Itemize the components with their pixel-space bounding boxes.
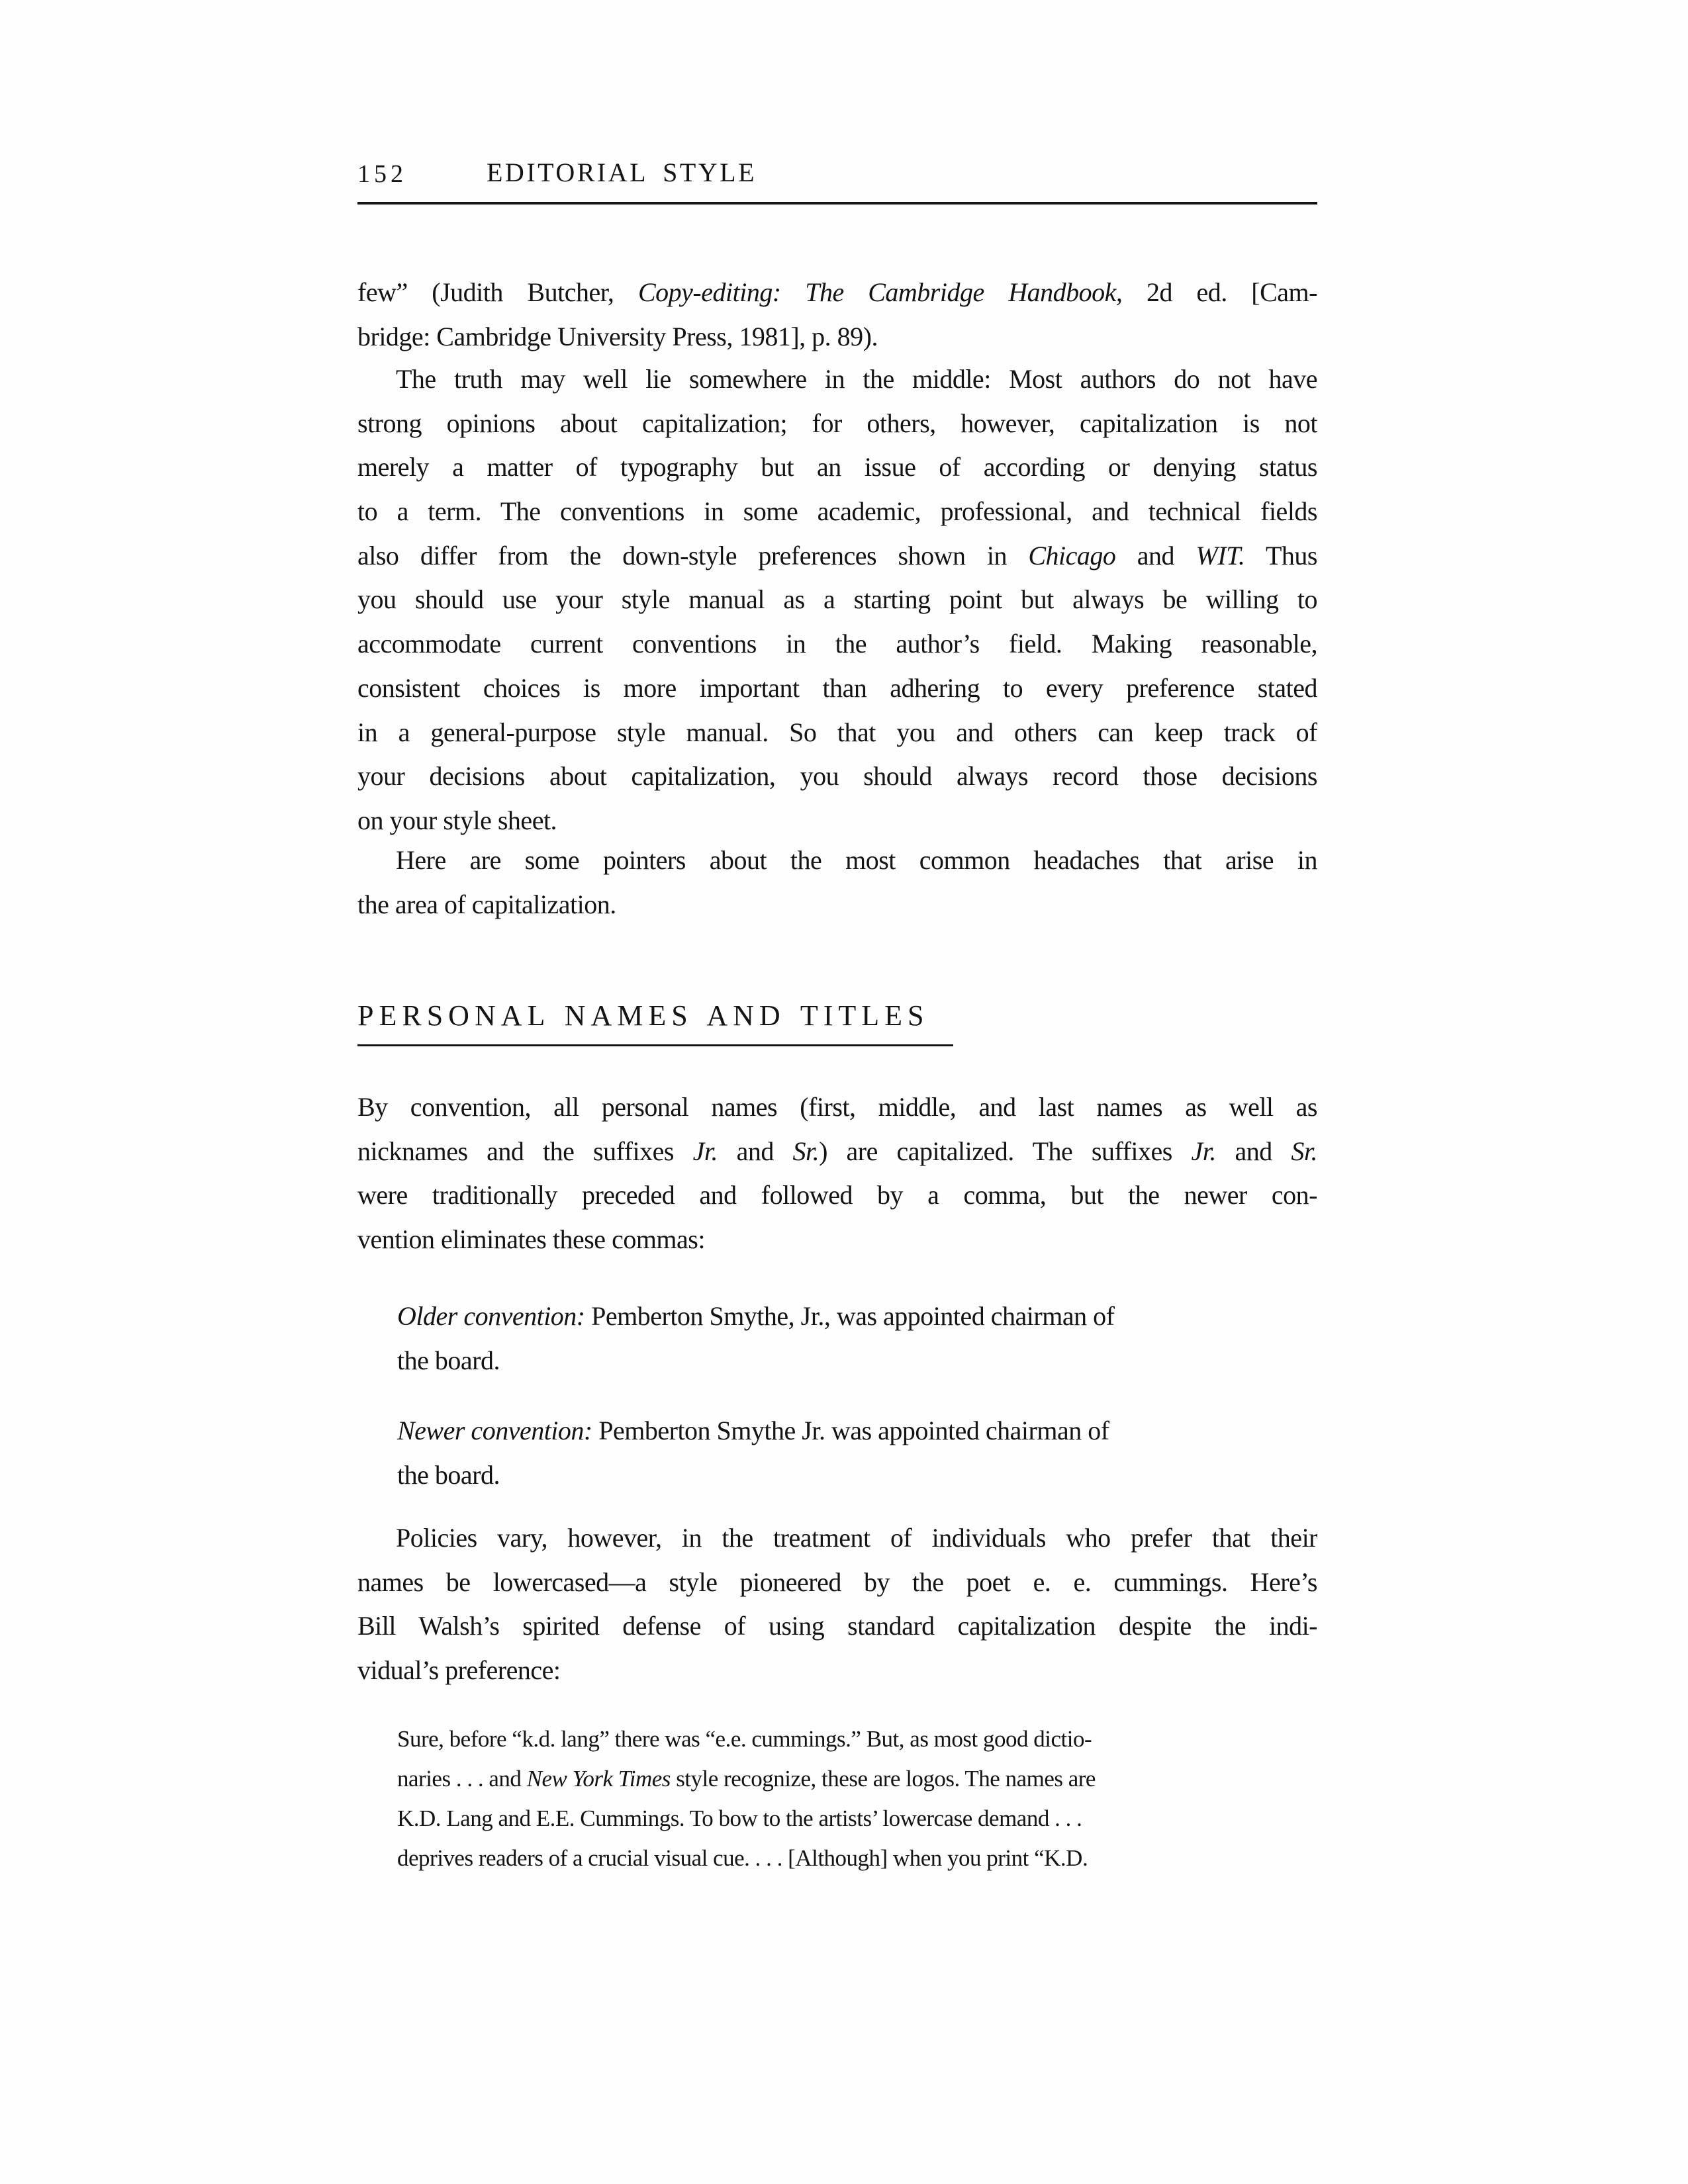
newer-convention-example bbox=[397, 1409, 1317, 1497]
text-segment: accommodate current conventions in the author’s field. Making reasonable, bbox=[357, 629, 1317, 659]
italic-text-segment: Sr. bbox=[1291, 1136, 1317, 1166]
text-segment: on your style sheet. bbox=[357, 805, 557, 835]
heading-rule bbox=[357, 1044, 953, 1046]
text-segment: the area of capitalization. bbox=[357, 889, 616, 919]
text-line bbox=[397, 1759, 1317, 1799]
text-line bbox=[357, 1218, 1317, 1262]
italic-text-segment: Jr. bbox=[1191, 1136, 1216, 1166]
text-line bbox=[357, 534, 1317, 578]
text-segment: the board. bbox=[397, 1459, 500, 1490]
text-segment: deprives readers of a crucial visual cue. . . . [Although] when you print “K.D. bbox=[397, 1845, 1088, 1871]
text-segment: 2d ed. [Cam- bbox=[1122, 277, 1317, 307]
text-segment: names be lowercased—a style pioneered by the poet e. e. cummings. Here’s bbox=[357, 1567, 1317, 1597]
running-head-title: EDITORIAL STYLE bbox=[487, 158, 757, 187]
text-segment: to a term. The conventions in some academic, professional, and technical fields bbox=[357, 496, 1317, 527]
text-segment: Sure, before “k.d. lang” there was “e.e. cummings.” But, as most good dictio- bbox=[397, 1726, 1092, 1752]
text-segment: By convention, all personal names (first, middle, and last names as well as bbox=[357, 1092, 1317, 1122]
text-line bbox=[397, 1719, 1317, 1759]
policies-paragraph bbox=[357, 1516, 1317, 1693]
text-segment: nicknames and the suffixes bbox=[357, 1136, 693, 1166]
text-segment: Pemberton Smythe Jr. was appointed chairman of bbox=[592, 1416, 1109, 1445]
text-segment: Bill Walsh’s spirited defense of using standard capitalization despite the indi- bbox=[357, 1611, 1317, 1641]
pointers-paragraph bbox=[357, 839, 1317, 927]
italic-text-segment: Newer convention: bbox=[397, 1416, 592, 1445]
text-line bbox=[357, 1561, 1317, 1605]
text-segment: your decisions about capitalization, you should always record those decisions bbox=[357, 761, 1317, 792]
text-segment: the board. bbox=[397, 1345, 500, 1375]
citation-paragraph bbox=[357, 271, 1317, 359]
italic-text-segment: Chicago bbox=[1028, 540, 1116, 570]
text-segment: and bbox=[1115, 540, 1196, 570]
text-line bbox=[357, 402, 1317, 446]
text-segment: Pemberton Smythe, Jr., was appointed chairman of bbox=[585, 1301, 1115, 1331]
section-heading: PERSONAL NAMES AND TITLES bbox=[357, 999, 929, 1032]
convention-paragraph bbox=[357, 1085, 1317, 1262]
page-number: 152 bbox=[357, 160, 407, 188]
text-segment: ) are capitalized. The suffixes bbox=[819, 1136, 1192, 1166]
text-line bbox=[357, 1604, 1317, 1649]
text-line bbox=[357, 754, 1317, 799]
italic-text-segment: Older convention: bbox=[397, 1301, 585, 1331]
text-line bbox=[357, 271, 1317, 315]
text-line bbox=[357, 1649, 1317, 1693]
text-segment: bridge: Cambridge University Press, 1981], p. 89). bbox=[357, 321, 878, 351]
older-convention-example bbox=[397, 1295, 1317, 1383]
text-line bbox=[357, 839, 1317, 883]
text-line bbox=[357, 578, 1317, 622]
text-line bbox=[357, 622, 1317, 666]
text-line bbox=[357, 799, 1317, 843]
text-segment: Thus bbox=[1244, 540, 1317, 570]
text-line bbox=[397, 1295, 1317, 1339]
text-segment: Here are some pointers about the most common headaches that arise in bbox=[396, 845, 1317, 875]
text-line bbox=[397, 1339, 1317, 1383]
italic-text-segment: Sr. bbox=[792, 1136, 820, 1166]
text-segment: vidual’s preference: bbox=[357, 1655, 561, 1686]
text-segment: few” (Judith Butcher, bbox=[357, 277, 638, 307]
text-segment: K.D. Lang and E.E. Cummings. To bow to the artists’ lowercase demand . . . bbox=[397, 1805, 1082, 1831]
italic-text-segment: Copy-editing: The Cambridge Handbook, bbox=[637, 277, 1123, 307]
text-segment: style recognize, these are logos. The names are bbox=[670, 1766, 1096, 1792]
text-line bbox=[357, 445, 1317, 490]
text-line bbox=[397, 1453, 1317, 1498]
text-segment: and bbox=[1215, 1136, 1291, 1166]
italic-text-segment: New York Times bbox=[526, 1766, 671, 1792]
text-line bbox=[357, 711, 1317, 755]
text-segment: Policies vary, however, in the treatment of individuals who prefer that their bbox=[396, 1523, 1317, 1553]
text-segment: you should use your style manual as a starting point but always be willing to bbox=[357, 584, 1317, 615]
text-line bbox=[397, 1799, 1317, 1839]
text-segment: also differ from the down-style preferences shown in bbox=[357, 540, 1029, 570]
text-line bbox=[357, 357, 1317, 402]
text-segment: merely a matter of typography but an issue of according or denying status bbox=[357, 452, 1317, 482]
text-segment: naries . . . and bbox=[397, 1766, 527, 1792]
text-segment: in a general-purpose style manual. So that you and others can keep track of bbox=[357, 717, 1317, 747]
text-line bbox=[357, 666, 1317, 711]
truth-paragraph bbox=[357, 357, 1317, 843]
text-segment: The truth may well lie somewhere in the middle: Most authors do not have bbox=[396, 364, 1317, 394]
text-line bbox=[357, 1085, 1317, 1130]
text-segment: and bbox=[717, 1136, 793, 1166]
text-line bbox=[397, 1409, 1317, 1453]
header-rule bbox=[357, 202, 1317, 205]
text-segment: were traditionally preceded and followed by a comma, but the newer con- bbox=[357, 1180, 1317, 1210]
text-line bbox=[357, 1130, 1317, 1174]
text-line bbox=[357, 490, 1317, 534]
text-line bbox=[397, 1839, 1317, 1878]
text-line bbox=[357, 315, 1317, 359]
text-line bbox=[357, 1516, 1317, 1561]
running-header bbox=[357, 158, 1317, 187]
text-line bbox=[357, 883, 1317, 927]
italic-text-segment: Jr. bbox=[692, 1136, 718, 1166]
text-segment: consistent choices is more important than adhering to every preference stated bbox=[357, 672, 1317, 703]
text-segment: vention eliminates these commas: bbox=[357, 1224, 705, 1255]
text-segment: strong opinions about capitalization; for others, however, capitalization is not bbox=[357, 408, 1317, 438]
italic-text-segment: WIT. bbox=[1196, 540, 1245, 570]
walsh-quote bbox=[397, 1719, 1317, 1878]
text-line bbox=[357, 1173, 1317, 1218]
